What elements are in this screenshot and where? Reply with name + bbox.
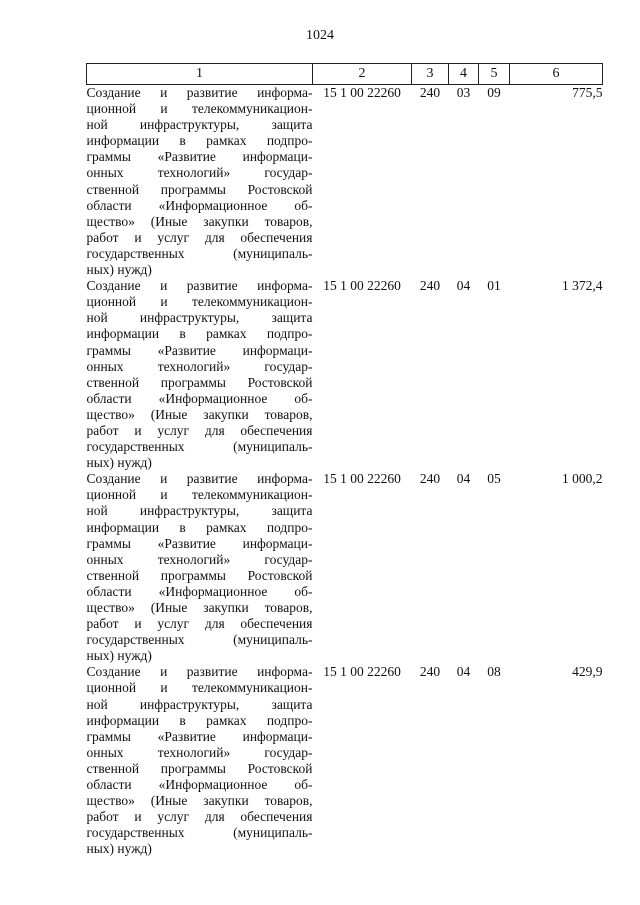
description-line: области «Информационное об- [86,390,313,406]
description-line: ственной программы Ростовской [86,181,313,197]
table-row [87,664,603,857]
row-subsection: 08 [487,664,501,680]
row-subsection: 05 [487,471,501,487]
description-line: ной инфраструктуры, защита [86,310,313,326]
description-line: информации в рамках подпро- [86,133,313,149]
row-amount: 1 372,4 [562,278,603,294]
description-line: ной инфраструктуры, защита [86,696,313,712]
row-target-code: 15 1 00 22260 [323,471,401,487]
row-section: 04 [456,471,471,487]
description-line: Создание и развитие информа- [86,278,313,294]
description-line: ной инфраструктуры, защита [86,117,313,133]
header-row [87,64,603,85]
row-subsection: 01 [487,278,501,294]
description-line: онных технологий» государ- [86,744,313,760]
description-line: работ и услуг для обеспечения [86,616,313,632]
row-section: 04 [456,278,471,294]
description-line: государственных (муниципаль- [86,439,313,455]
row-subsection: 09 [487,85,501,100]
description-line: онных технологий» государ- [86,358,313,374]
table-row [87,85,603,279]
description-line: области «Информационное об- [86,197,313,213]
description-line: Создание и развитие информа- [86,85,313,100]
row-expense-type: 240 [419,664,441,680]
description-line: информации в рамках подпро- [86,519,313,535]
budget-table [86,63,603,858]
description-line: ственной программы Ростовской [86,567,313,583]
row-section: 04 [456,664,471,680]
description-line: ных) нужд) [86,455,152,471]
row-expense-type: 240 [419,471,441,487]
table-body [87,85,603,858]
row-target-code: 15 1 00 22260 [323,278,401,294]
description-line: онных технологий» государ- [86,551,313,567]
description-line: области «Информационное об- [86,777,313,793]
table-header [87,64,603,85]
description-line: щество» (Иные закупки товаров, [86,213,313,229]
description-line: граммы «Развитие информаци- [86,728,313,744]
description-line: ных) нужд) [86,841,152,857]
row-section: 03 [456,85,471,100]
row-target-code: 15 1 00 22260 [323,85,401,100]
table-row [87,278,603,471]
column-header-2: 2 [313,64,412,85]
row-target-code: 15 1 00 22260 [323,664,401,680]
row-description [87,278,313,471]
description-line: Создание и развитие информа- [86,471,313,487]
description-line: информации в рамках подпро- [86,712,313,728]
row-description [87,664,313,857]
row-amount: 775,5 [572,85,603,100]
description-line: граммы «Развитие информаци- [86,149,313,165]
description-line: ной инфраструктуры, защита [86,503,313,519]
description-line: граммы «Развитие информаци- [86,535,313,551]
row-description [87,471,313,664]
row-expense-type: 240 [419,278,441,294]
row-amount: 1 000,2 [562,471,603,487]
description-line: работ и услуг для обеспечения [86,229,313,245]
description-line: щество» (Иные закупки товаров, [86,406,313,422]
description-line: работ и услуг для обеспечения [86,422,313,438]
description-line: ных) нужд) [86,262,152,278]
description-line: щество» (Иные закупки товаров, [86,793,313,809]
description-line: государственных (муниципаль- [86,632,313,648]
description-line: государственных (муниципаль- [86,245,313,261]
description-line: ционной и телекоммуникацион- [86,101,313,117]
row-expense-type: 240 [419,85,441,100]
description-line: ционной и телекоммуникацион- [86,294,313,310]
column-header-1: 1 [87,64,313,85]
description-line: Создание и развитие информа- [86,664,313,680]
description-line: ственной программы Ростовской [86,760,313,776]
table-row [87,471,603,664]
description-line: щество» (Иные закупки товаров, [86,600,313,615]
page-number: 1024 [306,28,334,43]
row-amount: 429,9 [572,664,603,680]
column-header-6: 6 [510,64,603,85]
description-line: граммы «Развитие информаци- [86,342,313,358]
description-line: области «Информационное об- [86,583,313,599]
description-line: ственной программы Ростовской [86,374,313,390]
column-header-3: 3 [412,64,449,85]
description-line: ционной и телекоммуникацион- [86,680,313,696]
row-description [87,85,313,279]
description-line: информации в рамках подпро- [86,326,313,342]
column-header-4: 4 [449,64,479,85]
description-line: ционной и телекоммуникацион- [86,487,313,503]
description-line: ных) нужд) [86,648,152,664]
description-line: работ и услуг для обеспечения [86,809,313,825]
description-line: онных технологий» государ- [86,165,313,181]
description-line: государственных (муниципаль- [86,825,313,841]
column-header-5: 5 [479,64,510,85]
